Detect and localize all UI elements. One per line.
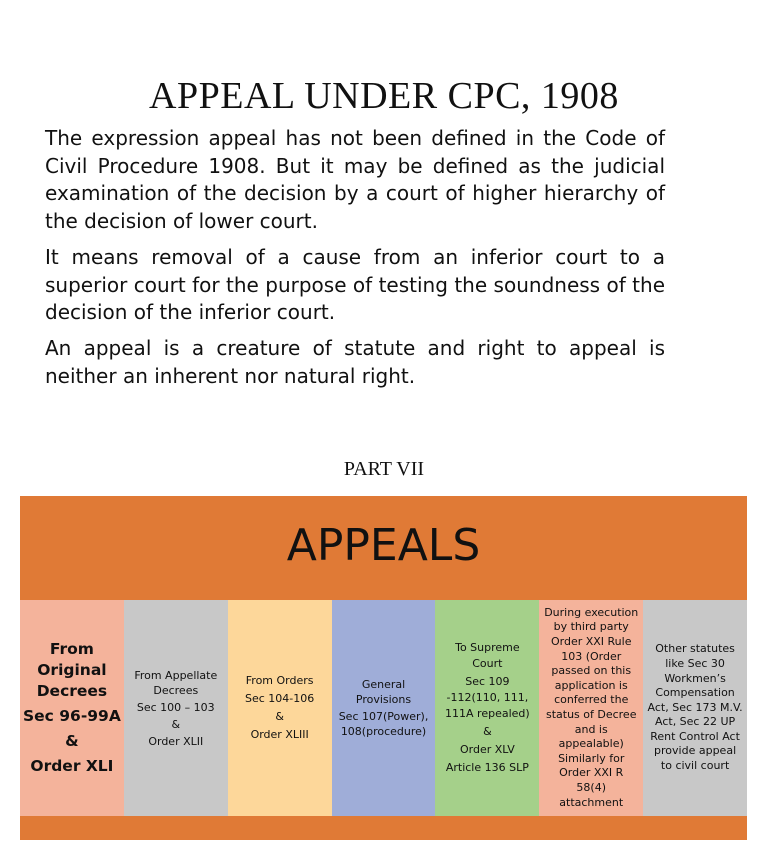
category-line: Court	[472, 657, 503, 670]
category-line: General	[361, 678, 406, 691]
category-line: Order XLV	[459, 743, 515, 756]
category-appellate-decrees	[124, 600, 228, 816]
category-line: -112(110, 111,	[446, 691, 529, 704]
category-line: to civil court	[660, 759, 730, 773]
category-general-provisions	[332, 600, 436, 816]
category-line: To Supreme	[455, 641, 520, 654]
category-line: Act, Sec 173 M.V.	[647, 700, 743, 714]
category-line: Sec 100 – 103	[136, 700, 215, 714]
category-line: Sec 104-106	[245, 692, 315, 705]
category-line: provide appeal	[654, 744, 737, 758]
category-line: &	[275, 710, 284, 723]
category-line: 103 (Order	[561, 649, 622, 663]
category-line: Similarly for	[558, 751, 625, 765]
category-line: Order XLI	[30, 757, 114, 775]
category-line: status of Decree	[545, 708, 637, 721]
category-line: Order XLIII	[250, 728, 309, 741]
category-line: 111A repealed)	[445, 707, 530, 720]
category-line: Other statutes	[655, 642, 735, 656]
category-other-statutes	[643, 600, 747, 816]
category-line: &	[65, 732, 79, 750]
appeal-categories	[20, 600, 747, 816]
category-line: appealable)	[558, 737, 624, 751]
category-line: 108(procedure)	[340, 725, 427, 738]
category-line: Act, Sec 22 UP	[655, 715, 736, 729]
category-line: Original	[37, 661, 107, 679]
category-line: Order XXI R	[559, 766, 624, 780]
category-line: and is	[574, 722, 608, 736]
category-line: Decrees	[153, 683, 199, 697]
category-line: application is	[554, 678, 628, 692]
page-title: APPEAL UNDER CPC, 1908	[149, 75, 619, 117]
category-line: From Orders	[245, 674, 314, 687]
category-line: Article 136 SLP	[445, 761, 529, 774]
category-line: From Appellate	[134, 668, 218, 682]
category-line: From	[49, 640, 94, 658]
appeals-heading: APPEALS	[286, 520, 481, 571]
category-line: 58(4)	[576, 780, 607, 794]
category-line: Provisions	[355, 693, 412, 706]
category-line: Workmen’s	[664, 671, 726, 685]
part-label: PART VII	[343, 458, 425, 480]
category-line: During execution	[544, 605, 639, 619]
category-line: by third party	[553, 620, 629, 634]
category-line: Rent Control Act	[650, 729, 740, 743]
category-line: Sec 109	[465, 675, 510, 688]
category-line: conferred the	[554, 693, 629, 707]
category-line: Sec 96-99A	[23, 707, 121, 725]
category-line: attachment	[559, 795, 624, 809]
category-supreme-court	[435, 600, 539, 816]
category-line: Order XLII	[148, 734, 204, 748]
category-line: Compensation	[655, 686, 735, 700]
category-line: &	[171, 717, 181, 731]
category-original-decrees	[20, 600, 124, 816]
category-line: passed on this	[551, 664, 632, 678]
paragraph-definition: The expression appeal has not been defined in the Code of Civil Procedure 1908. But it may be defined as the judicial examination of the decision by a court of higher hierarchy of the decision of lower court.	[45, 126, 665, 233]
category-line: Order XXI Rule	[550, 635, 632, 649]
paragraph-statute: An appeal is a creature of statute and right to appeal is neither an inherent nor natural right.	[45, 336, 665, 388]
category-line: Sec 107(Power),	[338, 710, 429, 723]
paragraph-meaning: It means removal of a cause from an inferior court to a superior court for the purpose of testing the soundness of the decision of the inferior court.	[45, 245, 665, 324]
category-line: &	[483, 725, 492, 738]
category-line: Decrees	[36, 682, 108, 700]
category-orders	[228, 600, 332, 816]
category-line: like Sec 30	[665, 656, 725, 670]
category-execution	[539, 600, 643, 816]
appeals-diagram	[20, 496, 747, 840]
